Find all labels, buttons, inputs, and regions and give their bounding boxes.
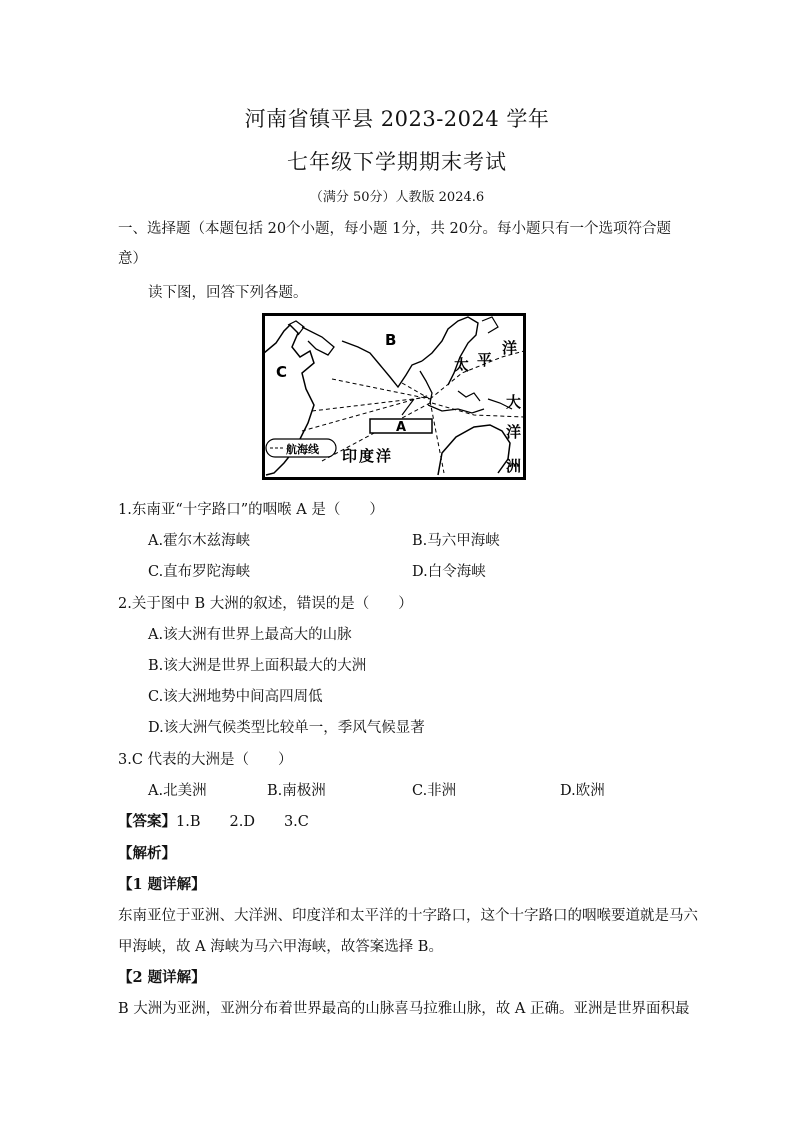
q2-option-b: B.该大洲是世界上面积最大的大洲	[148, 658, 367, 674]
q1-detail-line1: 东南亚位于亚洲、大洋洲、印度洋和太平洋的十字路口，这个十字路口的咽喉要道就是马六	[118, 908, 698, 924]
q2-option-c: C.该大洲地势中间高四周低	[148, 689, 323, 705]
q3-option-b: B.南极洲	[267, 783, 326, 799]
question-2-stem: 2.关于图中 B 大洲的叙述，错误的是（ ）	[118, 596, 413, 612]
q2-option-a: A.该大洲有世界上最高大的山脉	[148, 627, 352, 643]
q1-option-a: A.霍尔木兹海峡	[148, 533, 251, 549]
answer-line	[118, 810, 309, 831]
label-oceania-3: 洲	[506, 457, 522, 475]
exam-title-line2: 七年级下学期期末考试	[287, 150, 507, 174]
section-heading-cont: 意）	[118, 251, 147, 267]
q1-detail-line2: 甲海峡，故 A 海峡为马六甲海峡，故答案选择 B。	[118, 939, 443, 955]
label-pacific-2: 平	[477, 351, 493, 369]
q2-detail-label: 【2 题详解】	[118, 969, 206, 986]
q3-option-d: D.欧洲	[560, 783, 605, 799]
q1-option-b: B.马六甲海峡	[412, 533, 500, 549]
answer-label: 【答案】	[118, 813, 176, 830]
label-indian-ocean: 印度洋	[342, 447, 394, 465]
q3-option-c: C.非洲	[412, 783, 457, 799]
label-c: C	[276, 363, 288, 381]
q3-option-a: A.北美洲	[148, 783, 207, 799]
label-pacific-1: 太	[454, 356, 470, 374]
instruction: 读下图，回答下列各题。	[148, 285, 308, 301]
label-oceania-1: 大	[506, 393, 522, 411]
exam-title-line1: 河南省镇平县 2023-2024 学年	[244, 107, 550, 131]
question-1-stem: 1.东南亚“十字路口”的咽喉 A 是（ ）	[118, 502, 384, 518]
q1-option-d: D.白令海峡	[412, 564, 486, 580]
question-3-stem: 3.C 代表的大洲是（ ）	[118, 752, 293, 768]
label-b: B	[385, 331, 397, 349]
label-oceania-2: 洋	[506, 423, 522, 441]
section-heading: 一、选择题（本题包括 20个小题，每小题 1分，共 20分。每小题只有一个选项符合题	[118, 221, 671, 237]
q2-detail-line1: B 大洲为亚洲，亚洲分布着世界最高的山脉喜马拉雅山脉，故 A 正确。亚洲是世界面积最	[118, 1001, 690, 1017]
q1-option-c: C.直布罗陀海峡	[148, 564, 251, 580]
southeast-asia-map	[262, 313, 526, 480]
q1-detail-label: 【1 题详解】	[118, 876, 206, 893]
label-pacific-3: 洋	[502, 339, 518, 357]
q2-option-d: D.该大洲气候类型比较单一，季风气候显著	[148, 720, 425, 736]
legend-label: 航海线	[286, 443, 319, 456]
label-a: A	[395, 420, 407, 435]
analysis-label: 【解析】	[118, 845, 176, 862]
exam-subtitle: （满分 50分）人教版 2024.6	[309, 190, 485, 205]
answer-values: 1.B 2.D 3.C	[176, 814, 309, 830]
